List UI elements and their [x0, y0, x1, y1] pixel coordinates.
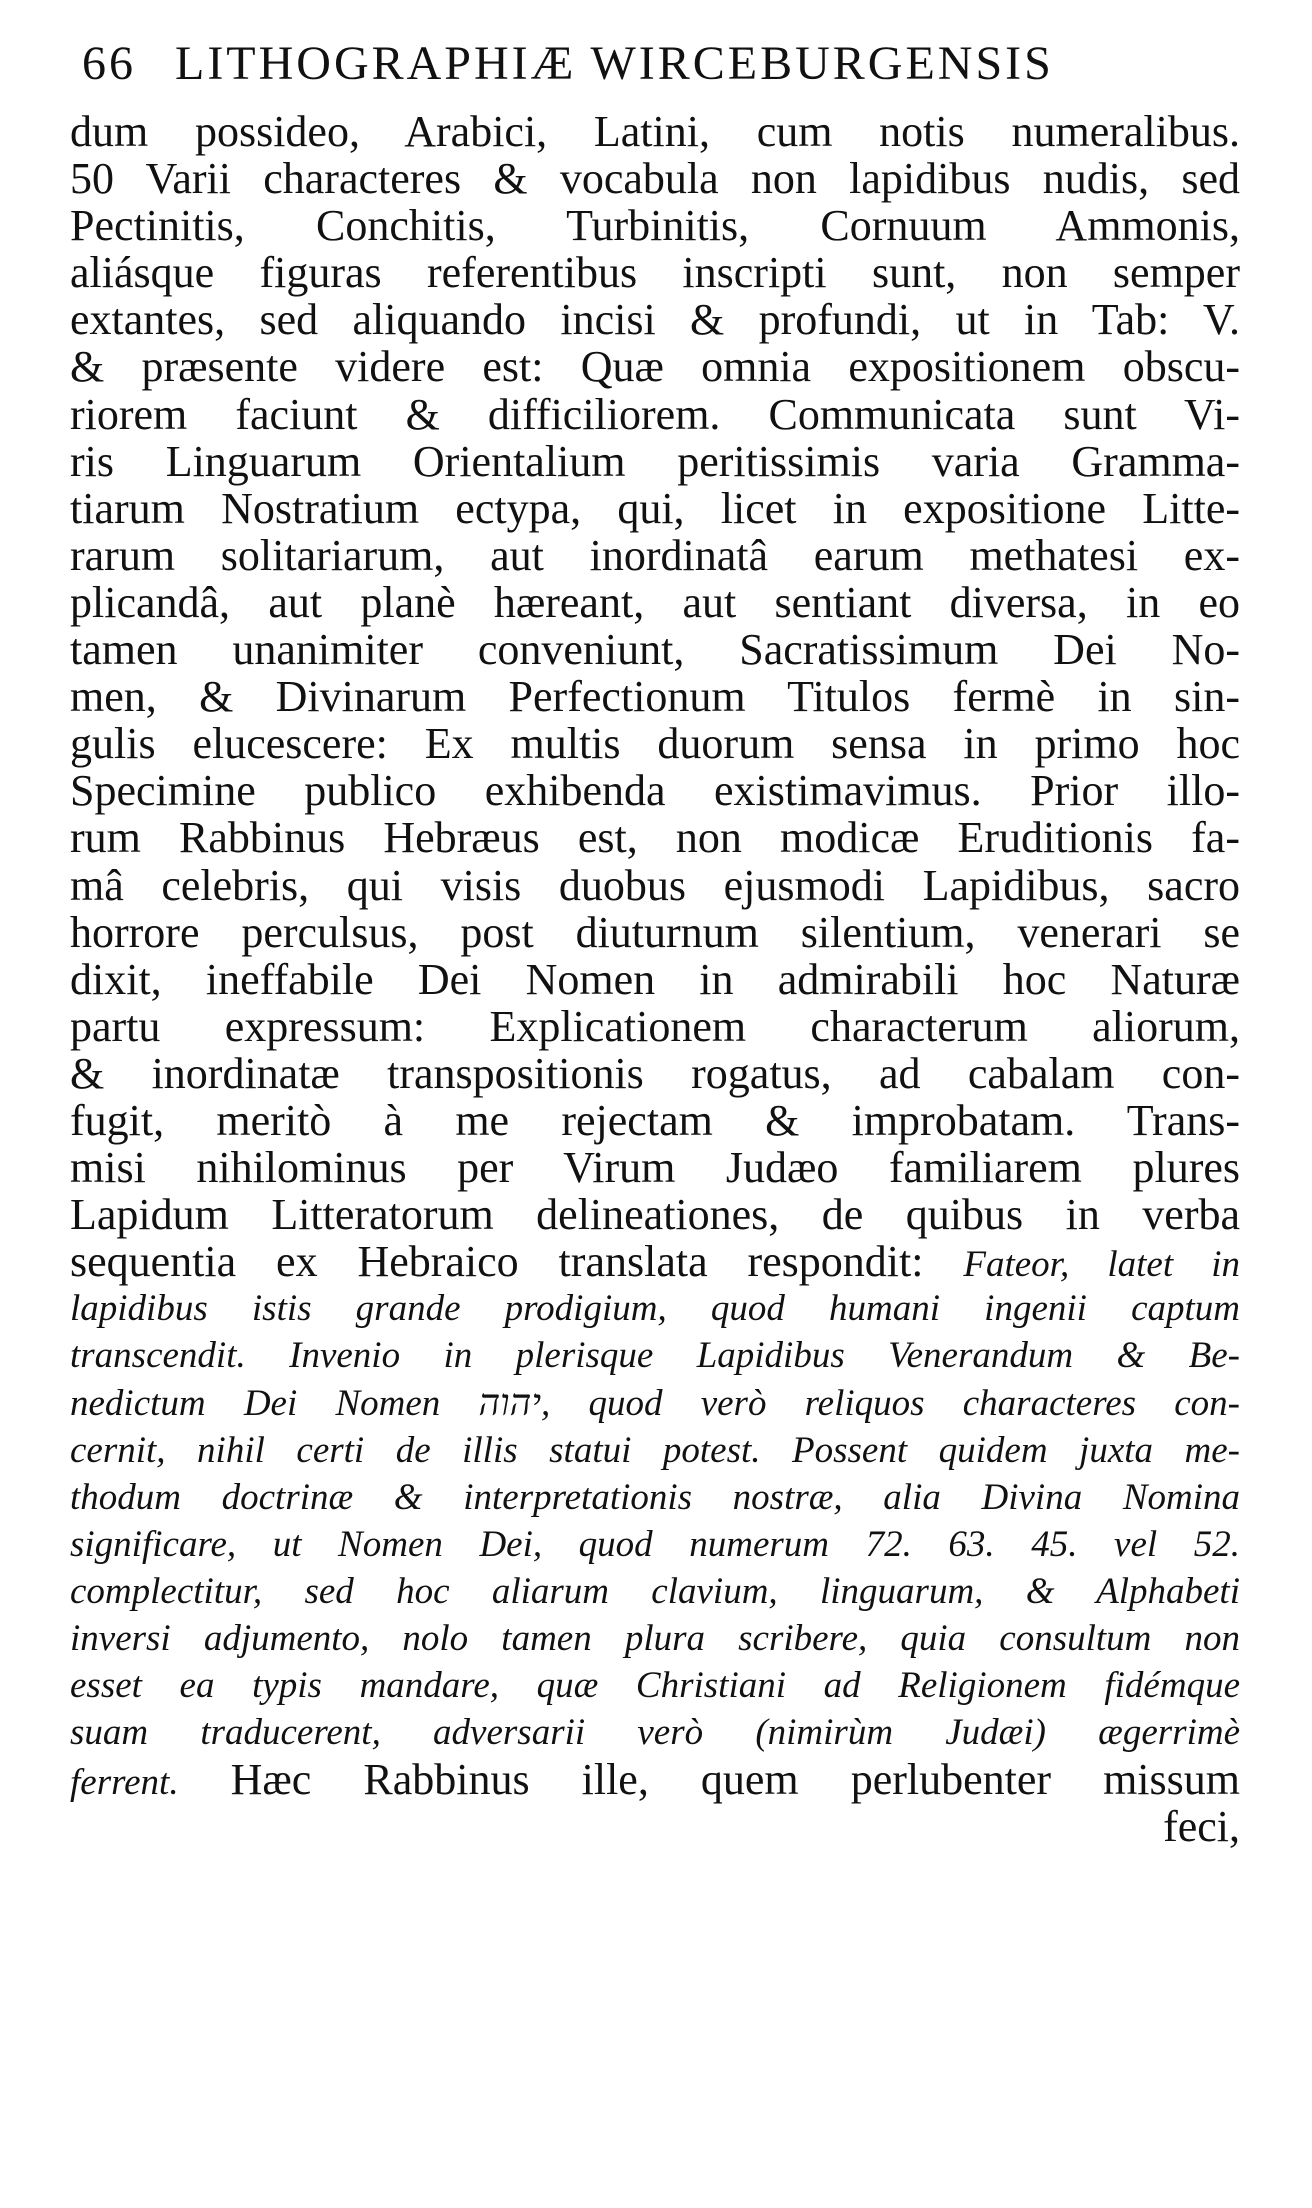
italic-line: significare, ut Nomen Dei, quod numerum 72. 63. 45. vel 52. — [70, 1523, 1240, 1565]
italic-line: inversi adjumento, nolo tamen plura scribere, quia consultum non — [70, 1618, 1240, 1659]
text-line: aliásque figuras referentibus inscripti sunt, non semper — [70, 248, 1240, 298]
text-line-mixed — [70, 1238, 1240, 1285]
text-line: 50 Varii characteres & vocabula non lapidibus nudis, sed — [70, 154, 1240, 204]
running-title: LITHOGRAPHIÆ WIRCEBURGENSIS — [175, 37, 1054, 90]
roman-segment: sequentia ex Hebraico translata respondit: — [70, 1237, 924, 1287]
text-line: Specimine publico exhibenda existimavimus. Prior illo- — [70, 766, 1240, 816]
text-line: extantes, sed aliquando incisi & profundi, ut in Tab: V. — [70, 295, 1240, 345]
text-line: partu expressum: Explicationem characterum aliorum, — [70, 1001, 1240, 1051]
catchword: feci, — [1163, 1802, 1240, 1852]
roman-segment: Hæc Rabbinus ille, quem perlubenter missum — [230, 1755, 1240, 1805]
text-line: mâ celebris, qui visis duobus ejusmodi Lapidibus, sacro — [70, 860, 1240, 910]
text-line: dum possideo, Arabici, Latini, cum notis numeralibus. — [70, 107, 1240, 156]
text-line: & præsente videre est: Quæ omnia expositionem obscu- — [70, 342, 1240, 392]
text-line: ris Linguarum Orientalium peritissimis varia Gramma- — [70, 436, 1240, 486]
text-line: plicandâ, aut planè hæreant, aut sentiant diversa, in eo — [70, 577, 1240, 627]
text-line: Lapidum Litteratorum delineationes, de quibus in verba — [70, 1190, 1240, 1240]
text-line: rum Rabbinus Hebræus est, non modicæ Eruditionis fa- — [70, 813, 1240, 863]
italic-segment: ferrent. — [70, 1762, 179, 1804]
text-line: riorem faciunt & difficiliorem. Communicata sunt Vi- — [70, 389, 1240, 439]
page-body-text — [70, 108, 1240, 1850]
text-line: dixit, ineffabile Dei Nomen in admirabili hoc Naturæ — [70, 954, 1240, 1004]
italic-line: cernit, nihil certi de illis statui potest. Possent quidem juxta me- — [70, 1429, 1240, 1471]
italic-segment: Fateor, latet in — [963, 1244, 1241, 1286]
text-line: Pectinitis, Conchitis, Turbinitis, Cornuum Ammonis, — [70, 201, 1240, 251]
italic-line: transcendit. Invenio in plerisque Lapidibus Venerandum & Be- — [70, 1335, 1240, 1377]
italic-line: esset ea typis mandare, quæ Christiani ad Religionem fidémque — [70, 1665, 1240, 1707]
italic-line: complectitur, sed hoc aliarum clavium, linguarum, & Alphabeti — [70, 1570, 1240, 1612]
text-line: misi nihilominus per Virum Judæo familiarem plures — [70, 1143, 1240, 1193]
text-line: men, & Divinarum Perfectionum Titulos fermè in sin- — [70, 672, 1240, 722]
italic-line: suam traducerent, adversarii verò (nimirùm Judæi) ægerrimè — [70, 1712, 1240, 1754]
italic-line: thodum doctrinæ & interpretationis nostræ, alia Divina Nomina — [70, 1476, 1240, 1518]
italic-line: nedictum Dei Nomen יהוה, quod verò reliquos characteres con- — [70, 1382, 1241, 1424]
running-header — [82, 36, 1262, 106]
text-line-mixed — [70, 1756, 1240, 1803]
text-line: fugit, meritò à me rejectam & improbatam. Trans- — [70, 1095, 1240, 1145]
page-number: 66 — [82, 37, 136, 90]
italic-line: lapidibus istis grande prodigium, quod humani ingenii captum — [70, 1288, 1240, 1330]
text-line: horrore perculsus, post diuturnum silentium, venerari se — [70, 907, 1240, 957]
text-line: gulis elucescere: Ex multis duorum sensa in primo hoc — [70, 719, 1240, 769]
text-line: rarum solitariarum, aut inordinatâ earum methatesi ex- — [70, 530, 1240, 580]
text-line: & inordinatæ transpositionis rogatus, ad cabalam con- — [70, 1048, 1240, 1098]
text-line: tiarum Nostratium ectypa, qui, licet in expositione Litte- — [70, 483, 1240, 533]
text-line: tamen unanimiter conveniunt, Sacratissimum Dei No- — [70, 625, 1240, 675]
